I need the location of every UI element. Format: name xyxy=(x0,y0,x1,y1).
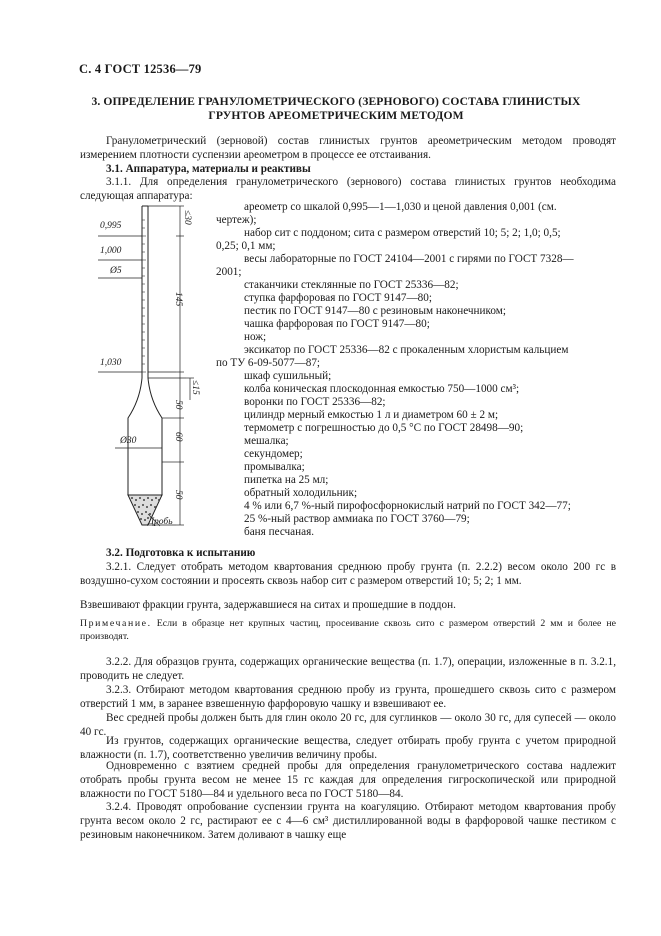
equipment-item-19: обратный холодильник; xyxy=(244,487,358,499)
equipment-item-7: чашка фарфоровая по ГОСТ 9147—80; xyxy=(244,318,430,330)
shot-label: Дробь xyxy=(148,517,173,527)
equipment-item-3b: 2001; xyxy=(216,266,242,278)
dim-50-lower: 50 xyxy=(173,490,183,500)
equipment-item-10: шкаф сушильный; xyxy=(244,370,332,382)
bulb-diameter-label: Ø30 xyxy=(120,436,137,446)
equipment-item-18: пипетка на 25 мл; xyxy=(244,474,329,486)
page-header: С. 4 ГОСТ 12536—79 xyxy=(79,62,202,76)
note-text: Если в образце нет крупных частиц, просеивание сквозь сито с размером отверстий 2 мм и более не производят. xyxy=(80,618,616,642)
note-label: Примечание. xyxy=(80,618,152,629)
subsection-3-2-heading: 3.2. Подготовка к испытанию xyxy=(106,547,256,559)
equipment-item-2b: 0,25; 0,1 мм; xyxy=(216,240,276,252)
equipment-item-14: термометр с погрешностью до 0,5 °С по ГОСТ 28498—90; xyxy=(244,422,524,434)
section-title-line-2: ГРУНТОВ АРЕОМЕТРИЧЕСКИМ МЕТОДОМ xyxy=(208,108,464,122)
scale-label-1030: 1,030 xyxy=(100,358,122,368)
equipment-item-9a: эксикатор по ГОСТ 25336—82 с прокаленным хлористым кальцием xyxy=(244,344,569,356)
hydrometer-drawing xyxy=(80,200,215,540)
equipment-item-17: промывалка; xyxy=(244,461,305,473)
equipment-item-2a: набор сит с поддоном; сита с размером отверстий 10; 5; 2; 1,0; 0,5; xyxy=(244,227,561,239)
equipment-item-4: стаканчики стеклянные по ГОСТ 25336—82; xyxy=(244,279,459,291)
dim-30: ≤30 xyxy=(182,210,192,225)
equipment-item-11: колба коническая плоскодонная емкостью 750—1000 см³; xyxy=(244,383,520,395)
stem-diameter-label: Ø5 xyxy=(110,266,122,276)
dim-50-upper: 50 xyxy=(173,400,183,410)
scale-label-0995: 0,995 xyxy=(100,221,122,231)
paragraph-3-2-3-moisture: Одновременно с взятием средней пробы для определения гранулометрического состава надлежит отобрать пробы грунта весом не менее 15 гс каждая для определения гигроскопической или природной влажности по ГОСТ 5180—84 и удельного веса по ГОСТ 5180—84. xyxy=(80,760,616,801)
equipment-item-12: воронки по ГОСТ 25336—82; xyxy=(244,396,386,408)
equipment-item-8: нож; xyxy=(244,331,267,343)
paragraph-3-2-1-weighing: Взвешивают фракции грунта, задержавшиеся на ситах и прошедшие в поддон. xyxy=(80,599,456,611)
section-title xyxy=(80,95,592,122)
paragraph-3-2-3-organic: Из грунтов, содержащих органические вещества, следует отбирать пробу грунта с учетом природной влажности (п. 1.7), соответственно увеличив величину пробы. xyxy=(80,735,616,762)
equipment-item-20: 4 % или 6,7 %-ный пирофосфорнокислый натрий по ГОСТ 342—77; xyxy=(244,500,571,512)
paragraph-3-1-1: 3.1.1. Для определения гранулометрического (зернового) состава глинистых грунтов необходима следующая аппаратура: xyxy=(80,176,616,203)
equipment-item-1a: ареометр со шкалой 0,995—1—1,030 и ценой давления 0,001 (см. xyxy=(244,201,557,213)
paragraph-3-2-2: 3.2.2. Для образцов грунта, содержащих органические вещества (п. 1.7), операции, изложенные в п. 3.2.1, проводить не следует. xyxy=(80,656,616,683)
dim-60: 60 xyxy=(173,432,183,442)
equipment-item-3a: весы лабораторные по ГОСТ 24104—2001 с гирями по ГОСТ 7328— xyxy=(244,253,574,265)
paragraph-3-2-1: 3.2.1. Следует отобрать методом квартования среднюю пробу грунта (п. 2.2.2) весом около 200 гс в воздушно-сухом состоянии и просеять сквозь набор сит с размером отверстий 10; 5; 2; 1 мм. xyxy=(80,561,616,588)
paragraph-3-2-4: 3.2.4. Проводят опробование суспензии грунта на коагуляцию. Отбирают методом квартования пробу грунта весом около 2 гс, растирают ее с 4—6 см³ дистиллированной воды в фарфоровой чашке пестиком с резиновым наконечником. Затем доливают в чашку еще xyxy=(80,801,616,842)
section-title-line-1: 3. ОПРЕДЕЛЕНИЕ ГРАНУЛОМЕТРИЧЕСКОГО (ЗЕРНОВОГО) СОСТАВА ГЛИНИСТЫХ xyxy=(91,95,581,108)
note-paragraph xyxy=(80,617,616,643)
equipment-item-9b: по ТУ 6-09-5077—87; xyxy=(216,357,321,369)
subsection-3-1-heading: 3.1. Аппаратура, материалы и реактивы xyxy=(106,163,311,175)
intro-paragraph: Гранулометрический (зерновой) состав глинистых грунтов ареометрическим методом проводят измерением плотности суспензии ареометром в процессе ее отстаивания. xyxy=(80,135,616,162)
equipment-item-15: мешалка; xyxy=(244,435,289,447)
paragraph-3-2-3: 3.2.3. Отбирают методом квартования среднюю пробу из грунта, прошедшего сквозь сито с размером отверстий 1 мм, в заранее взвешенную фарфоровую чашку и взвешивают ее. xyxy=(80,684,616,711)
paragraph-3-2-3-weight: Вес средней пробы должен быть для глин около 20 гс, для суглинков — около 30 гс, для супесей — около 40 гс. xyxy=(80,712,616,739)
equipment-item-13: цилиндр мерный емкостью 1 л и диаметром 60 ± 2 м; xyxy=(244,409,499,421)
equipment-item-6: пестик по ГОСТ 9147—80 с резиновым наконечником; xyxy=(244,305,506,317)
dim-15: ≤15 xyxy=(190,380,200,395)
equipment-item-5: ступка фарфоровая по ГОСТ 9147—80; xyxy=(244,292,432,304)
scale-label-1000: 1,000 xyxy=(100,246,122,256)
equipment-item-1b: чертеж); xyxy=(216,214,257,226)
dim-145: 145 xyxy=(173,292,183,307)
equipment-item-16: секундомер; xyxy=(244,448,303,460)
equipment-item-21: 25 %-ный раствор аммиака по ГОСТ 3760—79; xyxy=(244,513,470,525)
equipment-item-22: баня песчаная. xyxy=(244,526,315,538)
